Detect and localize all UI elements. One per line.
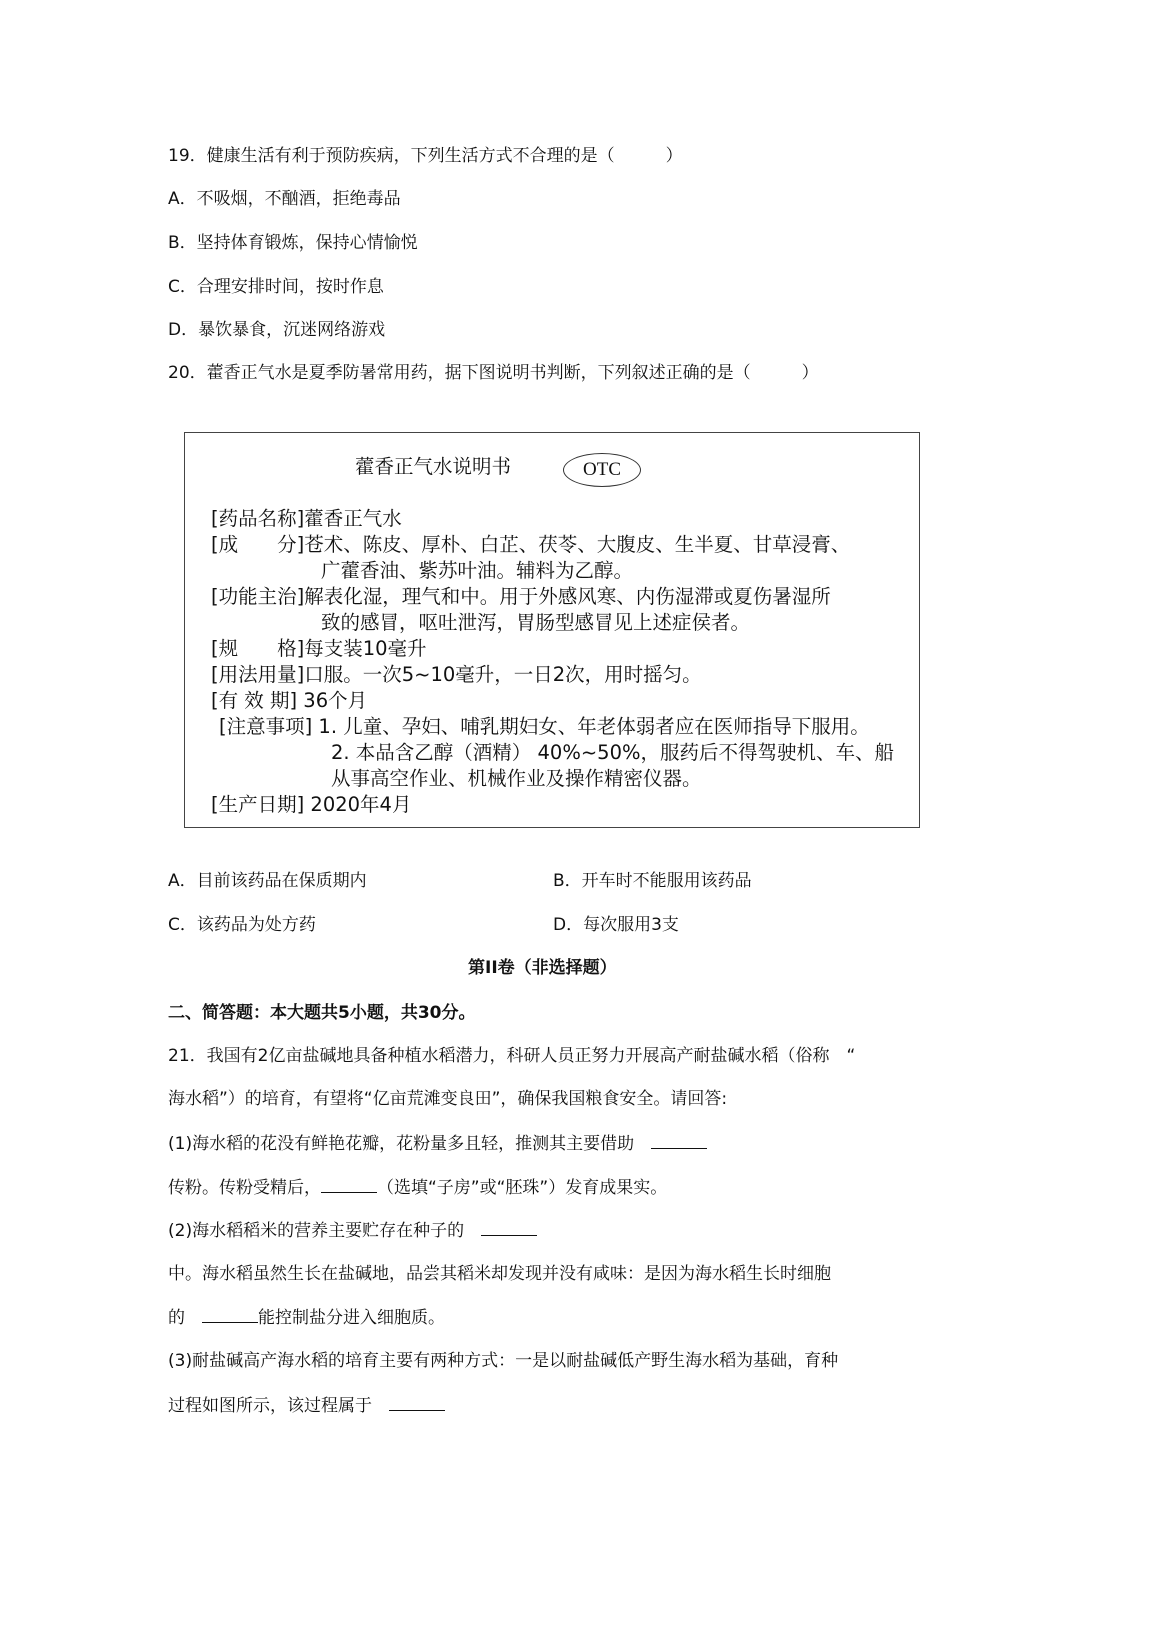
section-title: 第II卷（非选择题） — [468, 958, 617, 978]
q21-part2-text: 的 — [168, 1308, 185, 1328]
leaflet-line: 从事高空作业、机械作业及操作精密仪器。 — [331, 767, 702, 790]
answer-blank[interactable] — [202, 1306, 258, 1323]
q21-part1-text: （选填“子房”或“胚珠”）发育成果实。 — [377, 1178, 668, 1198]
leaflet-line: [注意事项] 1. 儿童、孕妇、哺乳期妇女、年老体弱者应在医师指导下服用。 — [219, 715, 870, 738]
q21-part1-line2 — [168, 1176, 667, 1199]
answer-blank[interactable] — [321, 1176, 377, 1193]
leaflet-title: 藿香正气水说明书 — [355, 455, 512, 478]
q19-option-d: D．暴饮暴食，沉迷网络游戏 — [168, 320, 386, 340]
leaflet-line: [规 格]每支装10毫升 — [211, 637, 427, 660]
q21-part2-line — [168, 1219, 537, 1242]
q19-option-c: C．合理安排时间，按时作息 — [168, 277, 384, 297]
leaflet-line: [生产日期] 2020年4月 — [211, 793, 412, 816]
answer-blank[interactable] — [481, 1219, 537, 1236]
q21-part2-text: 能控制盐分进入细胞质。 — [258, 1308, 445, 1328]
leaflet-line: 广藿香油、紫苏叶油。辅料为乙醇。 — [321, 559, 634, 582]
leaflet-line: [药品名称]藿香正气水 — [211, 507, 402, 530]
q21-part1-text: (1)海水稻的花没有鲜艳花瓣，花粉量多且轻，推测其主要借助 — [168, 1134, 635, 1154]
part-heading: 二、简答题：本大题共5小题，共30分。 — [168, 1003, 476, 1023]
q19-option-b: B．坚持体育锻炼，保持心情愉悦 — [168, 233, 418, 253]
q21-part1-line — [168, 1132, 707, 1155]
q21-part3-line: (3)耐盐碱高产海水稻的培育主要有两种方式：一是以耐盐碱低产野生海水稻为基础，育种 — [168, 1351, 839, 1371]
q20-option-c: C．该药品为处方药 — [168, 915, 316, 935]
leaflet-line: [成 分]苍术、陈皮、厚朴、白芷、茯苓、大腹皮、生半夏、甘草浸膏、 — [211, 533, 851, 556]
q21-part2-line2: 中。海水稻虽然生长在盐碱地，品尝其稻米却发现并没有咸味：是因为海水稻生长时细胞 — [168, 1264, 831, 1284]
medicine-leaflet — [184, 432, 920, 828]
answer-blank[interactable] — [651, 1132, 707, 1149]
q21-part3-line2 — [168, 1394, 445, 1417]
leaflet-line: [功能主治]解表化湿，理气和中。用于外感风寒、内伤湿滞或夏伤暑湿所 — [211, 585, 831, 608]
q21-part2-line3 — [168, 1306, 445, 1329]
leaflet-line: [有 效 期] 36个月 — [211, 689, 368, 712]
q21-part1-text: 传粉。传粉受精后， — [168, 1178, 321, 1198]
otc-badge: OTC — [563, 453, 641, 487]
q21-line: 21．我国有2亿亩盐碱地具备种植水稻潜力，科研人员正努力开展高产耐盐碱水稻（俗称 “ — [168, 1046, 856, 1066]
answer-blank[interactable] — [389, 1394, 445, 1411]
leaflet-line: 致的感冒，呕吐泄泻，胃肠型感冒见上述症侯者。 — [321, 611, 751, 634]
q19-stem: 19．健康生活有利于预防疾病，下列生活方式不合理的是（ ） — [168, 146, 683, 166]
leaflet-line: [用法用量]口服。一次5~10毫升，一日2次，用时摇匀。 — [211, 663, 702, 686]
q20-option-b: B．开车时不能服用该药品 — [553, 871, 752, 891]
q19-option-a: A．不吸烟，不酗酒，拒绝毒品 — [168, 189, 401, 209]
q21-part3-text: 过程如图所示，该过程属于 — [168, 1396, 372, 1416]
q21-part2-text: (2)海水稻稻米的营养主要贮存在种子的 — [168, 1221, 465, 1241]
leaflet-line: 2. 本品含乙醇（酒精） 40%~50%，服药后不得驾驶机、车、船 — [331, 741, 895, 764]
q21-line: 海水稻”）的培育，有望将“亿亩荒滩变良田”，确保我国粮食安全。请回答: — [168, 1089, 728, 1109]
q20-option-a: A．目前该药品在保质期内 — [168, 871, 367, 891]
q20-stem: 20．藿香正气水是夏季防暑常用药，据下图说明书判断，下列叙述正确的是（ ） — [168, 363, 819, 383]
q20-option-d: D．每次服用3支 — [553, 915, 679, 935]
